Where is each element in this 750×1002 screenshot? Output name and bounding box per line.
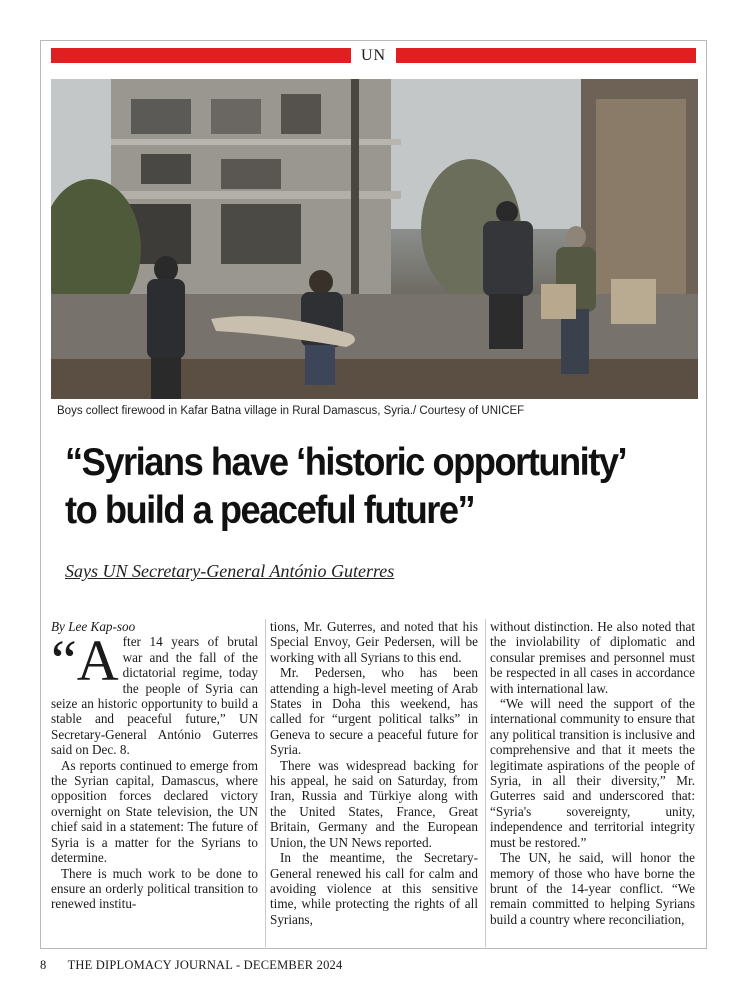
section-rule-left [51, 48, 351, 63]
article-column-2 [265, 619, 482, 947]
publication-info: THE DIPLOMACY JOURNAL - DECEMBER 2024 [67, 958, 343, 972]
paragraph: There was widespread backing for his appeal, he said on Saturday, from Iran, Russia and Türkiye along with the United States, France, Great Britain, Germany and the European Union, the UN News reported. [270, 757, 478, 850]
paragraph: As reports continued to emerge from the Syrian capital, Damascus, where opposition forces declared victory overnight on State television, the UN chief said in a statement: The future of Syria is a matter for the Syrians to determine. [51, 757, 258, 866]
section-label: UN [360, 47, 387, 64]
article-column-3 [485, 619, 699, 947]
article-column-1 [47, 619, 262, 947]
page-frame [40, 40, 707, 949]
paragraph: Mr. Pedersen, who has been attending a high-level meeting of Arab States in Doha this weekend, has called for “urgent political talks” in Geneva to secure a peaceful future for Syria. [270, 665, 478, 758]
page-number: 8 [40, 958, 47, 972]
paragraph: without distinction. He also noted that the inviolability of diplomatic and consular premises and personnel must be respected in all cases in accordance with international law. [490, 619, 695, 696]
paragraph: “After 14 years of brutal war and the fall of the dictatorial regime, today the people of Syria can seize an historic opportunity to build a stable and peaceful future,” UN Secretary-General António Guterres said on Dec. 8. [51, 628, 258, 758]
byline: By Lee Kap-soo [51, 619, 136, 634]
drop-cap: “A [51, 628, 119, 694]
paragraph: The UN, he said, will honor the memory of those who have borne the brunt of the 14-year conflict. “We remain committed to helping Syrians build a country where reconciliation, [490, 850, 695, 927]
paragraph: “We will need the support of the international community to ensure that any political transition is inclusive and comprehensive and that it meets the legitimate aspirations of the people of Syria, in all their diversity,” Mr. Guterres said and underscored that: “Syria's sovereignty, unity, independence and territorial integrity must be restored.” [490, 696, 695, 850]
page-footer [40, 958, 342, 973]
photo-caption: Boys collect firewood in Kafar Batna village in Rural Damascus, Syria./ Courtesy of UNICEF [57, 405, 525, 417]
headline [65, 439, 660, 535]
section-rule-right [396, 48, 696, 63]
article-photo [51, 79, 698, 399]
paragraph: There is much work to be done to ensure an orderly political transition to renewed institu- [51, 865, 258, 912]
paragraph: tions, Mr. Guterres, and noted that his Special Envoy, Geir Pedersen, will be working with all Syrians to this end. [270, 619, 478, 665]
headline-line-2: to build a peaceful future” [65, 489, 475, 532]
article-body [47, 619, 699, 947]
headline-line-1: “Syrians have ‘historic opportunity’ [65, 441, 627, 484]
paragraph: In the meantime, the Secretary-General renewed his call for calm and avoiding violence at this sensitive time, while protecting the rights of all Syrians, [270, 850, 478, 927]
photo-illustration [51, 79, 698, 399]
section-header [51, 47, 696, 64]
subheadline: Says UN Secretary-General António Guterres [65, 561, 395, 581]
